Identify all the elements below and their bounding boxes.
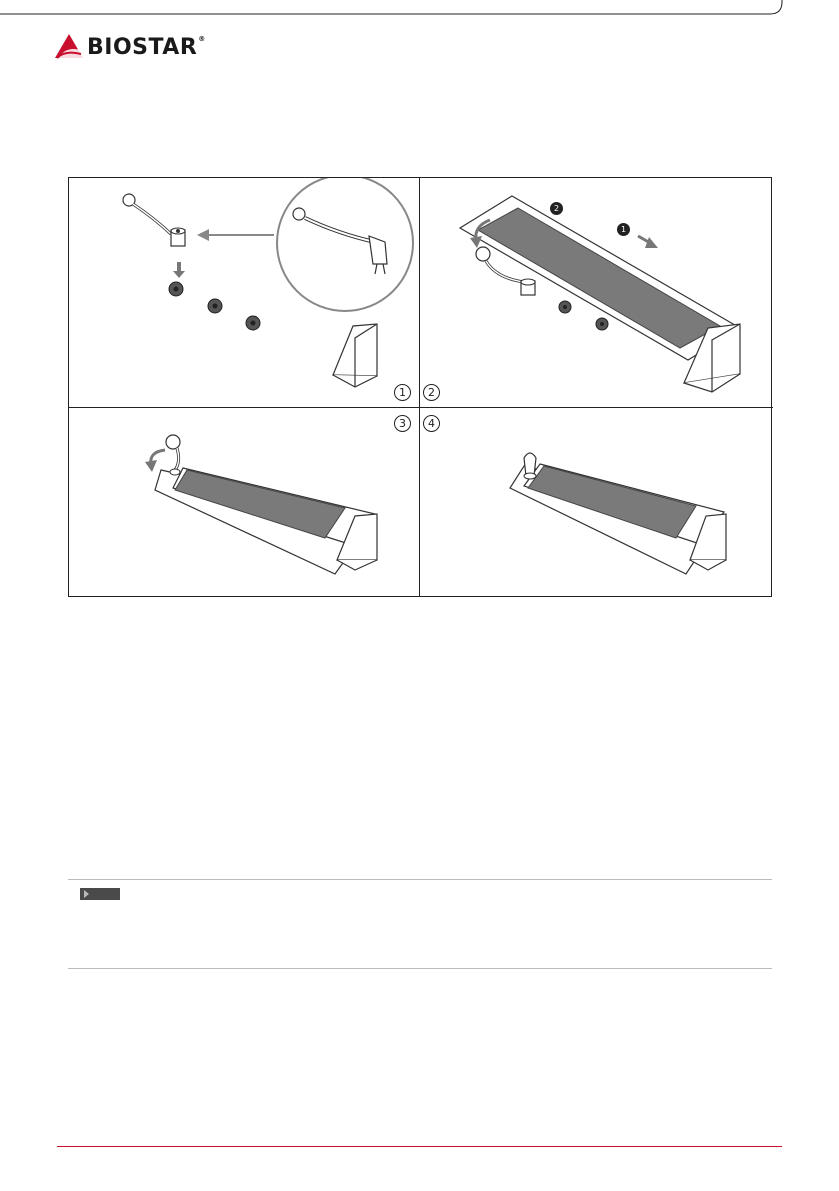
biostar-logo xyxy=(55,30,206,64)
step-4-panel xyxy=(420,408,773,596)
brand-name: BIOSTAR® xyxy=(87,34,206,60)
step-3-panel xyxy=(69,408,420,596)
step-1-panel xyxy=(69,178,420,408)
note-arrow-icon xyxy=(84,890,89,898)
note-box xyxy=(68,879,772,969)
step-3-illustration xyxy=(69,408,420,596)
m2-installation-figure xyxy=(68,177,772,597)
note-tag xyxy=(80,888,120,900)
callout-1: 1 xyxy=(617,223,630,236)
step-number-1: 1 xyxy=(394,384,411,401)
step-2-illustration xyxy=(420,178,773,408)
registered-mark: ® xyxy=(198,34,206,43)
footer-rule xyxy=(57,1146,782,1147)
biostar-logo-icon xyxy=(55,34,83,60)
header-corner-rule xyxy=(0,0,839,30)
step-2-panel xyxy=(420,178,773,408)
callout-2: 2 xyxy=(550,202,563,215)
step-4-illustration xyxy=(420,408,773,596)
step-number-3: 3 xyxy=(394,415,411,432)
step-number-4: 4 xyxy=(423,415,440,432)
step-1-illustration xyxy=(69,178,420,408)
step-number-2: 2 xyxy=(423,384,440,401)
